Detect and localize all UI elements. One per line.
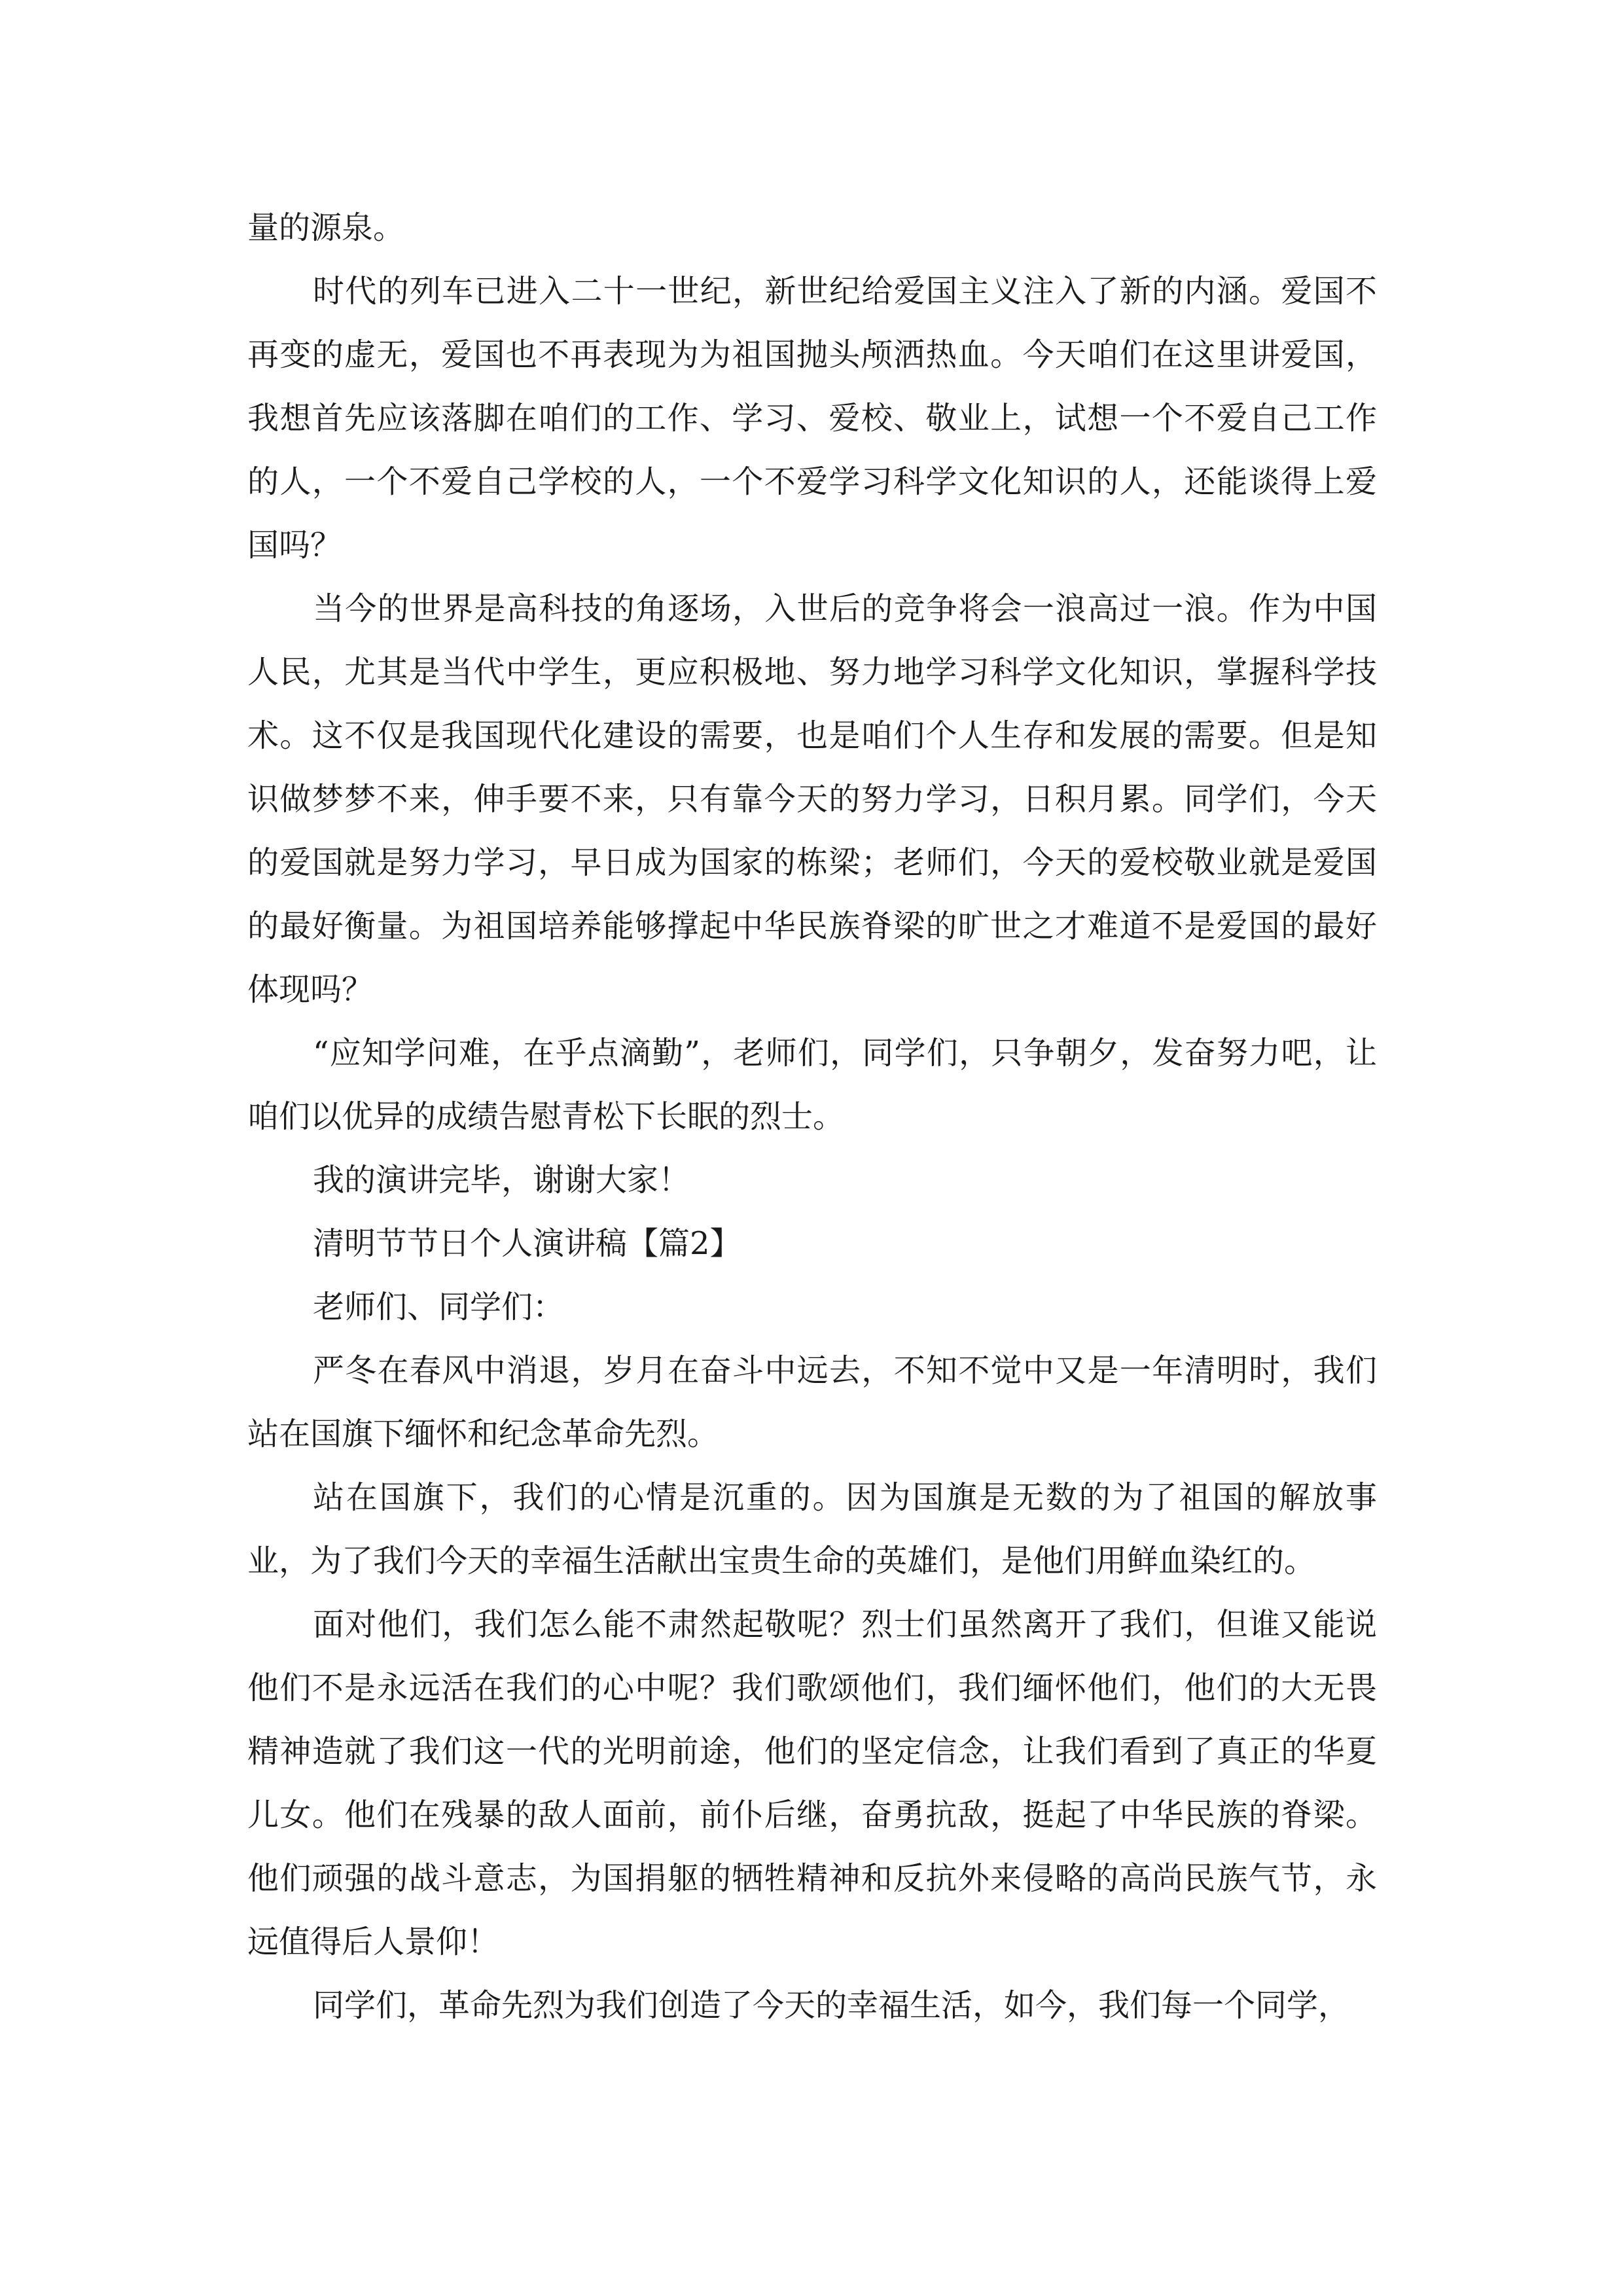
paragraph-2: 时代的列车已进入二十一世纪，新世纪给爱国主义注入了新的内涵。爱国不再变的虚无，爱国也不再表现为为祖国抛头颅洒热血。今天咱们在这里讲爱国，我想首先应该落脚在咱们的工作、学习、爱校、敬业上，试想一个不爱自己工作的人，一个不爱自己学校的人，一个不爱学习科学文化知识的人，还能谈得上爱国吗？: [247, 273, 1377, 564]
paragraph-10: 面对他们，我们怎么能不肃然起敬呢？烈士们虽然离开了我们，但谁又能说他们不是永远活在我们的心中呢？我们歌颂他们，我们缅怀他们，他们的大无畏精神造就了我们这一代的光明前途，他们的坚定信念，让我们看到了真正的华夏儿女。他们在残暴的敌人面前，前仆后继，奋勇抗敌，挺起了中华民族的脊梁。他们顽强的战斗意志，为国捐躯的牺牲精神和反抗外来侵略的高尚民族气节，永远值得后人景仰！: [247, 1606, 1377, 1960]
paragraph-3: 当今的世界是高科技的角逐场，入世后的竞争将会一浪高过一浪。作为中国人民，尤其是当代中学生，更应积极地、努力地学习科学文化知识，掌握科学技术。这不仅是我国现代化建设的需要，也是咱们个人生存和发展的需要。但是知识做梦梦不来，伸手要不来，只有靠今天的努力学习，日积月累。同学们，今天的爱国就是努力学习，早日成为国家的栋梁；老师们，今天的爱校敬业就是爱国的最好衡量。为祖国培养能够撑起中华民族脊梁的旷世之才难道不是爱国的最好体现吗？: [247, 590, 1377, 1008]
salutation: 老师们、同学们：: [313, 1289, 565, 1325]
paragraph-8: 严冬在春风中消退，岁月在奋斗中远去，不知不觉中又是一年清明时，我们站在国旗下缅怀和纪念革命先烈。: [247, 1352, 1377, 1452]
paragraph-5: 我的演讲完毕，谢谢大家！: [313, 1162, 690, 1198]
section-heading: 清明节节日个人演讲稿【篇2】: [313, 1225, 741, 1262]
paragraph-1: 量的源泉。: [247, 209, 405, 246]
document-body: [247, 196, 1377, 2037]
paragraph-11: 同学们，革命先烈为我们创造了今天的幸福生活，如今，我们每一个同学，: [313, 1987, 1350, 2024]
paragraph-4: “应知学问难，在乎点滴勤”，老师们，同学们，只争朝夕，发奋努力吧，让咱们以优异的成绩告慰青松下长眠的烈士。: [247, 1035, 1377, 1135]
paragraph-9: 站在国旗下，我们的心情是沉重的。因为国旗是无数的为了祖国的解放事业，为了我们今天的幸福生活献出宝贵生命的英雄们，是他们用鲜血染红的。: [247, 1479, 1377, 1579]
